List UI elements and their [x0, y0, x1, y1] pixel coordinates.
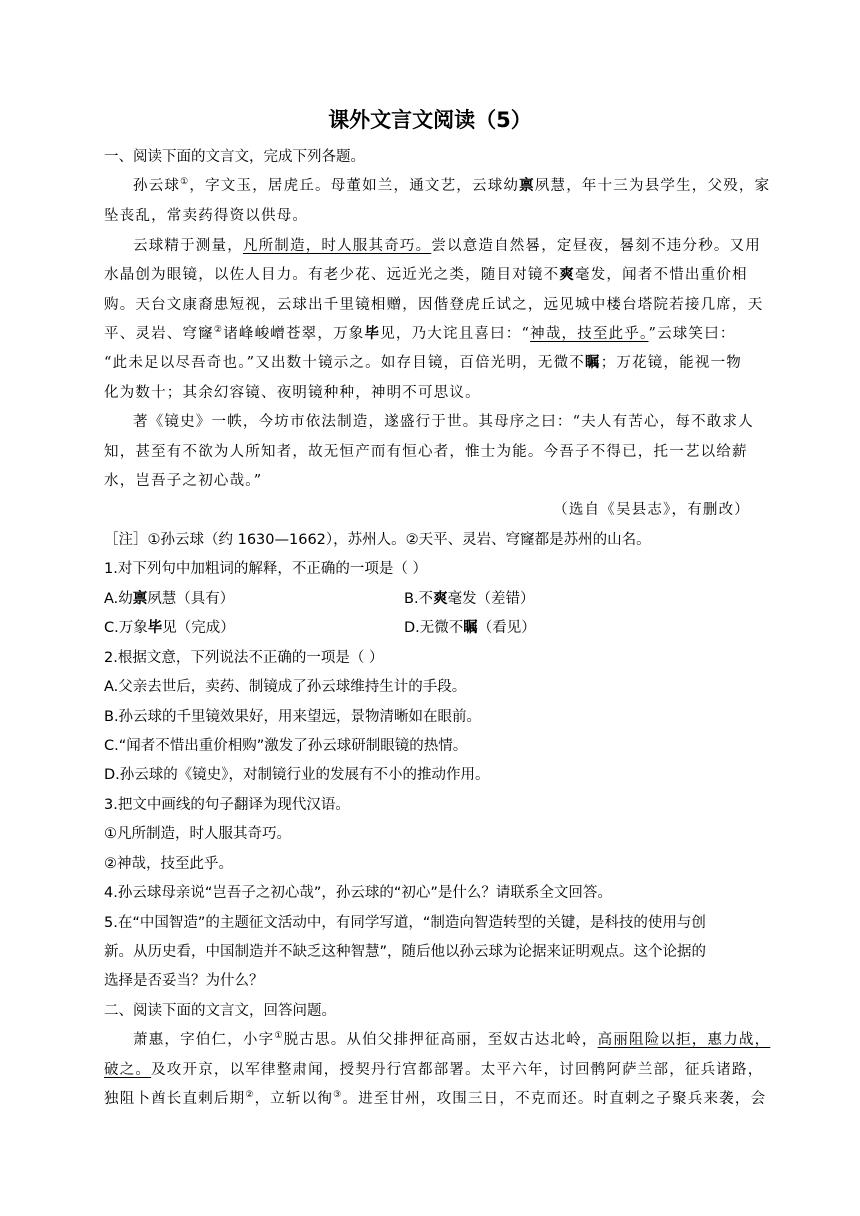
passage-line: 购。天台文康裔患短视，云球出千里镜相赠，因偕登虎丘试之，远见城中楼台塔院若接几席，天: [104, 297, 764, 313]
question-4: 4.孙云球母亲说“岂吾子之初心哉”，孙云球的“初心”是什么？请联系全文回答。: [104, 885, 612, 901]
underlined-sentence-2: 神哉，技至此乎。: [530, 326, 649, 342]
passage-line: 萧惠，字伯仁，小字①脱古思。从伯父排押征高丽，至奴古达北岭，高丽阻险以拒，惠力战，: [133, 1031, 771, 1048]
footnote: ［注］①孙云球（约 1630—1662），苏州人。②天平、灵岩、穹窿都是苏州的山名。: [104, 532, 651, 548]
passage-line: 孙云球①，字文玉，居虎丘。母董如兰，通文艺，云球幼禀夙慧，年十三为县学生，父殁，家: [133, 177, 771, 194]
section-2-heading: 二、阅读下面的文言文，回答问题。: [104, 1003, 336, 1019]
bold-word: 瞩: [584, 354, 601, 371]
bold-word: 禀: [519, 177, 535, 194]
passage-line: 坠丧乱，常卖药得资以供母。: [104, 208, 309, 224]
passage-line: 水，岂吾子之初心哉。”: [104, 473, 263, 489]
section-1-heading: 一、阅读下面的文言文，完成下列各题。: [104, 149, 365, 165]
question-1-options-row: [104, 619, 754, 637]
option-a: A.父亲去世后，卖药、制镜成了孙云球维持生计的手段。: [104, 679, 467, 695]
passage-line: 破之。及攻开京，以军律整肃闻，授契丹行宫都部署。太平六年，讨回鹘阿萨兰部，征兵诸路，: [104, 1062, 764, 1078]
note-marker: ①: [274, 1031, 284, 1042]
bold-word: 毕: [364, 325, 381, 342]
underlined-sentence-3: 高丽阻险以拒，惠力战，: [597, 1032, 771, 1048]
passage-line: 水晶创为眼镜，以佐人目力。有老少花、远近光之类，随目对镜不爽毫发，闻者不惜出重价相: [104, 266, 748, 283]
question-1-stem: 1.对下列句中加粗词的解释，不正确的一项是（ ）: [104, 561, 427, 577]
question-5-line: 新。从历史看，中国制造并不缺乏这种智慧”，随后他以孙云球为论据来证明观点。这个论据的: [104, 944, 707, 960]
passage-line: “此未足以尽吾奇也。”又出数十镜示之。如存目镜，百倍光明，无微不瞩；万花镜，能视一物: [104, 354, 742, 371]
option-d: D.孙云球的《镜史》，对制镜行业的发展有不小的推动作用。: [104, 767, 490, 783]
option-d: D.无微不瞩（看见）: [404, 620, 536, 636]
source-citation: （选自《吴县志》，有删改）: [553, 502, 750, 518]
option-b: B.不爽毫发（差错）: [404, 591, 535, 607]
question-3-stem: 3.把文中画线的句子翻译为现代汉语。: [104, 797, 350, 813]
option-b: B.孙云球的千里镜效果好，用来望远，景物清晰如在眼前。: [104, 709, 482, 725]
question-5-line: 5.在“中国智造”的主题征文活动中，有同学写道，“制造向智造转型的关键，是科技的使用与创: [104, 915, 706, 931]
option-c: C.“闻者不惜出重价相购”激发了孙云球研制眼镜的热情。: [104, 738, 468, 754]
option-c: C.万象毕见（完成）: [104, 620, 235, 636]
passage-line: 云球精于测量，凡所制造，时人服其奇巧。尝以意造自然晷，定昼夜，晷刻不违分秒。又用: [133, 238, 762, 254]
note-marker: ③: [333, 1090, 343, 1101]
question-1-options-row: [104, 590, 754, 608]
underlined-sentence-3-end: 破之。: [104, 1062, 152, 1078]
underlined-sentence-1: 凡所制造，时人服其奇巧。: [242, 238, 432, 254]
passage-line: 著《镜史》一帙，今坊市依法制造，遂盛行于世。其母序之曰：“夫人有苦心，每不敢求人: [133, 414, 754, 430]
passage-line: 化为数十；其余幻容镜、夜明镜种种，神明不可思议。: [104, 385, 481, 401]
passage-line: 独阻卜酋长直剌后期②，立斩以徇③。进至甘州，攻围三日，不克而还。时直剌之子聚兵来袭，会: [104, 1090, 767, 1107]
passage-line: 平、灵岩、穹窿②诸峰峻嶒苍翠，万象毕见，乃大诧且喜曰：“神哉，技至此乎。”云球笑曰：: [104, 325, 736, 342]
option-a: A.幼禀夙慧（具有）: [104, 591, 235, 607]
page-title: 课外文言文阅读（5）: [328, 108, 532, 132]
note-marker: ②: [213, 325, 224, 336]
question-5-line: 选择是否妥当？为什么？: [104, 973, 264, 989]
question-3-item-1: ①凡所制造，时人服其奇巧。: [104, 826, 291, 842]
bold-word: 爽: [559, 266, 576, 283]
note-marker: ①: [180, 177, 190, 188]
question-3-item-2: ②神哉，技至此乎。: [104, 856, 233, 872]
note-marker: ②: [245, 1090, 255, 1101]
question-2-stem: 2.根据文意，下列说法不正确的一项是（ ）: [104, 650, 384, 666]
passage-line: 知，甚至有不欲为人所知者，故无恒产而有恒心者，惟士为能。今吾子不得已，托一艺以给薪: [104, 444, 748, 460]
